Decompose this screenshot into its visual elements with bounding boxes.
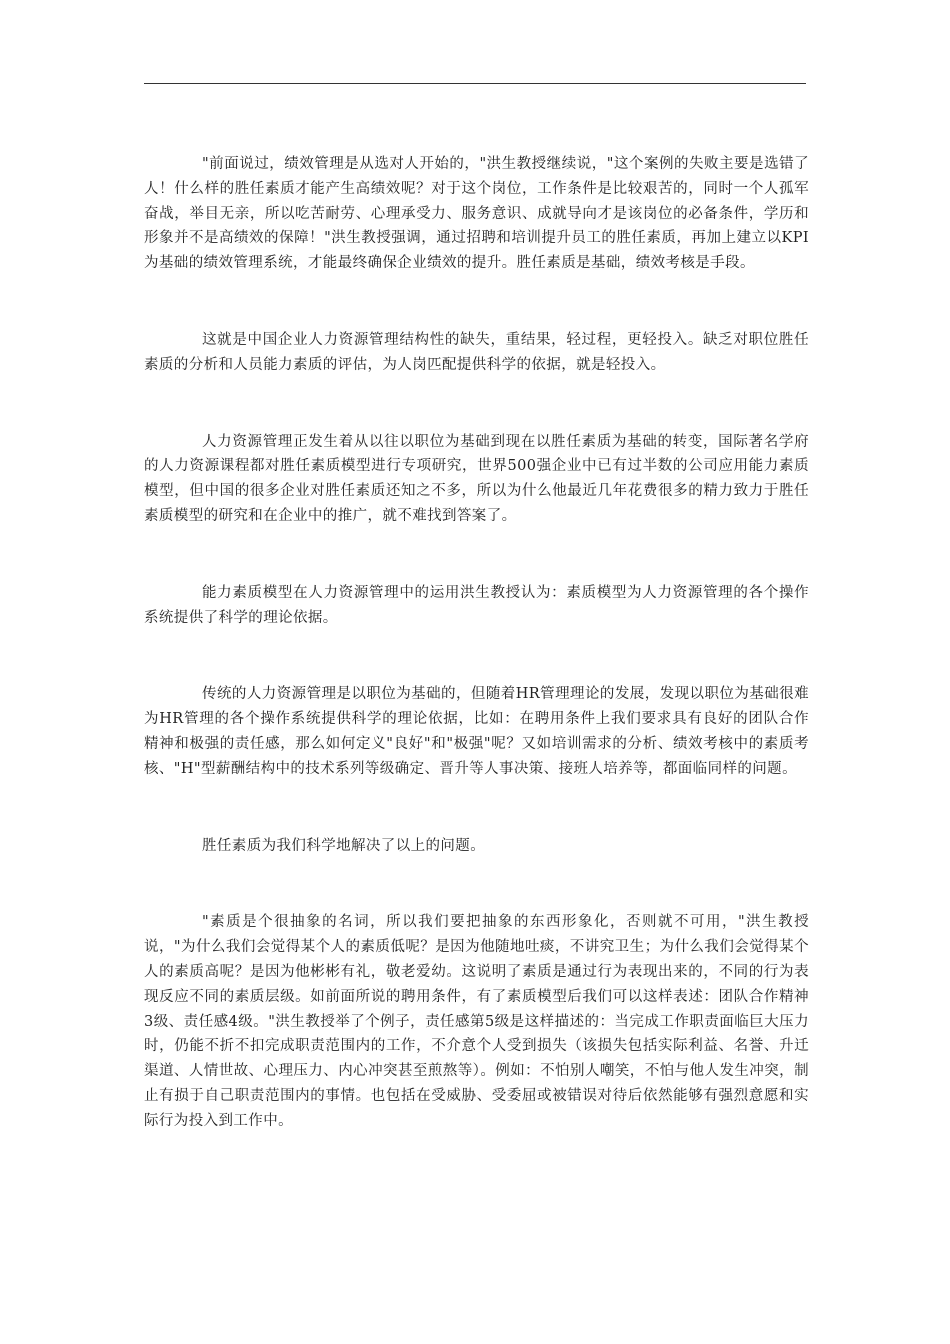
paragraph-1: "前面说过，绩效管理是从选对人开始的，"洪生教授继续说，"这个案例的失败主要是选错了人！什么样的胜任素质才能产生高绩效呢？对于这个岗位，工作条件是比较艰苦的，同时一个人孤军奋战，举目无亲，所以吃苦耐劳、心理承受力、服务意识、成就导向才是该岗位的必备条件，学历和形象并不是高绩效的保障！"洪生教授强调，通过招聘和培训提升员工的胜任素质，再加上建立以KPI为基础的绩效管理系统，才能最终确保企业绩效的提升。胜任素质是基础，绩效考核是手段。	[144, 156, 809, 272]
document-body	[144, 152, 809, 1134]
paragraph-3: 人力资源管理正发生着从以往以职位为基础到现在以胜任素质为基础的转变，国际著名学府的人力资源课程都对胜任素质模型进行专项研究，世界500强企业中已有过半数的公司应用能力素质模型，但中国的很多企业对胜任素质还知之不多，所以为什么他最近几年花费很多的精力致力于胜任素质模型的研究和在企业中的推广，就不难找到答案了。	[144, 433, 809, 524]
paragraph-5: 传统的人力资源管理是以职位为基础的，但随着HR管理理论的发展，发现以职位为基础很难为HR管理的各个操作系统提供科学的理论依据，比如：在聘用条件上我们要求具有良好的团队合作精神和极强的责任感，那么如何定义"良好"和"极强"呢？又如培训需求的分析、绩效考核中的素质考核、"H"型薪酬结构中的技术系列等级确定、晋升等人事决策、接班人培养等，都面临同样的问题。	[144, 686, 809, 777]
paragraph-7: "素质是个很抽象的名词，所以我们要把抽象的东西形象化，否则就不可用，"洪生教授说，"为什么我们会觉得某个人的素质低呢？是因为他随地吐痰，不讲究卫生；为什么我们会觉得某个人的素质高呢？是因为他彬彬有礼，敬老爱幼。这说明了素质是通过行为表现出来的，不同的行为表现反应不同的素质层级。如前面所说的聘用条件，有了素质模型后我们可以这样表述：团队合作精神3级、责任感4级。"洪生教授举了个例子，责任感第5级是这样描述的：当完成工作职责面临巨大压力时，仍能不折不扣完成职责范围内的工作，不介意个人受到损失（该损失包括实际利益、名誉、升迁渠道、人情世故、心理压力、内心冲突甚至煎熬等）。例如：不怕别人嘲笑，不怕与他人发生冲突，制止有损于自己职责范围内的事情。也包括在受威胁、受委屈或被错误对待后依然能够有强烈意愿和实际行为投入到工作中。	[144, 914, 809, 1129]
header-rule	[144, 83, 806, 84]
paragraph-6: 胜任素质为我们科学地解决了以上的问题。	[202, 837, 486, 854]
paragraph-2: 这就是中国企业人力资源管理结构性的缺失，重结果，轻过程，更轻投入。缺乏对职位胜任素质的分析和人员能力素质的评估，为人岗匹配提供科学的依据，就是轻投入。	[144, 331, 809, 373]
paragraph-4: 能力素质模型在人力资源管理中的运用洪生教授认为：素质模型为人力资源管理的各个操作系统提供了科学的理论依据。	[144, 584, 809, 626]
